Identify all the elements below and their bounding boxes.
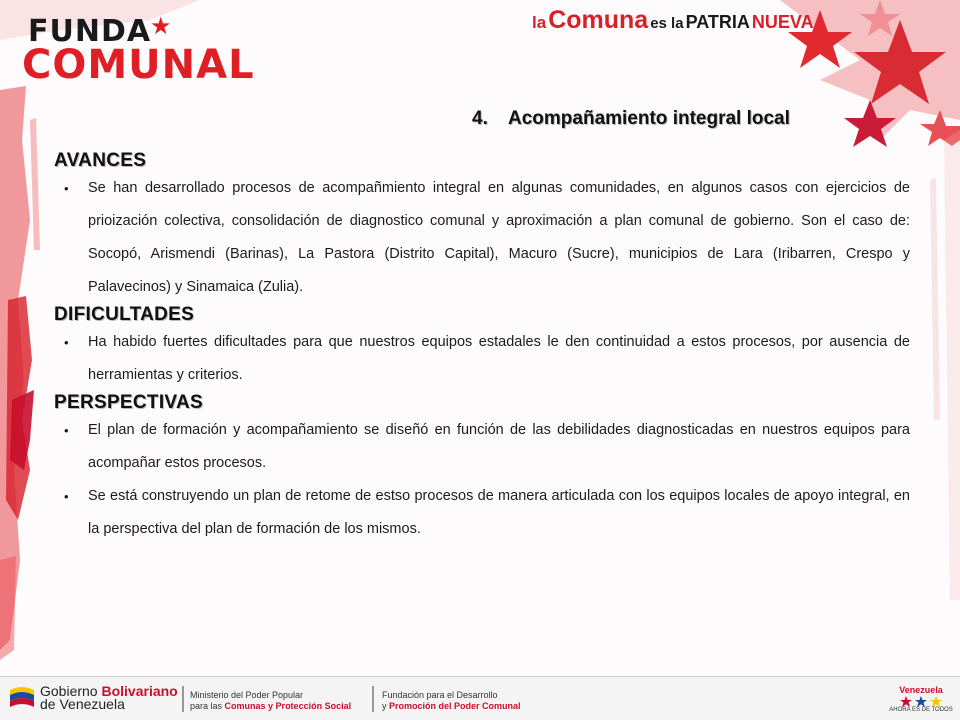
heading-text: Acompañamiento integral local	[508, 108, 790, 129]
slide-content	[54, 150, 910, 546]
section-title-perspectivas: PERSPECTIVAS	[54, 392, 203, 413]
foundation-line1: Fundación para el Desarrollo	[382, 690, 498, 700]
footer-bar	[0, 676, 960, 720]
gob-line1-a: Gobierno	[40, 683, 98, 699]
fundacomunal-logo	[22, 13, 255, 88]
logo-line2: COMUNAL	[22, 42, 255, 88]
slogan	[532, 6, 814, 36]
section-title-avances: AVANCES	[54, 150, 147, 171]
gob-line1-b: Bolivariano	[101, 683, 178, 699]
heading-number: 4.	[472, 108, 488, 129]
perspectivas-list	[54, 414, 910, 546]
list-item	[54, 172, 910, 304]
ministry-line1: Ministerio del Poder Popular	[190, 690, 304, 700]
bullet-icon: •	[64, 335, 69, 350]
gob-line2: de Venezuela	[40, 696, 125, 712]
item-text: El plan de formación y acompañamiento se diseñó en función de las debilidades diagnosticadas en nuestros equipos para acompañar estos procesos.	[88, 422, 910, 471]
bullet-icon: •	[64, 489, 69, 504]
footer-divider	[182, 686, 184, 712]
slogan-part4: PATRIA	[685, 12, 750, 32]
slogan-part1: la	[532, 13, 547, 32]
venezuela-badge-sub: AHORA ES DE TODOS	[889, 707, 953, 713]
gobierno-bolivariano-logo	[40, 685, 178, 711]
slogan-part5: NUEVA	[751, 12, 814, 32]
ministry-line2-a: para las	[190, 701, 223, 711]
slogan-part3: es la	[650, 15, 684, 32]
item-text: Se está construyendo un plan de retome de estso procesos de manera articulada con los equipos locales de apoyo integral, en la perspectiva del plan de formación de los mismos.	[88, 488, 910, 537]
item-text: Se han desarrollado procesos de acompañmiento integral en algunas comunidades, en algunos casos con ejercicios de prioización colectiva, consolidación de diagnostico comunal y aproximación a plan comunal de gobierno. Son el caso de: Socopó, Arismendi (Barinas), La Pastora (Distrito Capital), Macuro (Sucre), municipios de Lara (Iribarren, Crespo y Palavecinos) y Sinamaica (Zulia).	[88, 180, 910, 295]
star-icon: ★	[150, 13, 172, 40]
bullet-icon: •	[64, 423, 69, 438]
stars-icon	[900, 696, 942, 708]
venezuela-flag-icon	[8, 684, 36, 712]
list-item	[54, 414, 910, 480]
slide-heading	[472, 108, 790, 130]
bullet-icon: •	[64, 181, 69, 196]
item-text: Ha habido fuertes dificultades para que nuestros equipos estadales le den continuidad a estos procesos, por ausencia de herramientas y criterios.	[88, 334, 910, 383]
slogan-part2: Comuna	[548, 6, 649, 34]
avances-list	[54, 172, 910, 304]
foundation-line2-b: Promoción del Poder Comunal	[389, 701, 521, 711]
logo-line1: FUNDA	[28, 14, 152, 49]
list-item	[54, 480, 910, 546]
dificultades-list	[54, 326, 910, 392]
venezuela-badge-text: Venezuela	[899, 685, 943, 695]
foundation-name	[382, 690, 521, 712]
list-item	[54, 326, 910, 392]
section-title-dificultades: DIFICULTADES	[54, 304, 195, 325]
ministry-name	[190, 690, 351, 712]
footer-divider	[372, 686, 374, 712]
venezuela-badge	[888, 685, 954, 717]
ministry-line2-b: Comunas y Protección Social	[224, 701, 352, 711]
foundation-line2-a: y	[382, 701, 387, 711]
